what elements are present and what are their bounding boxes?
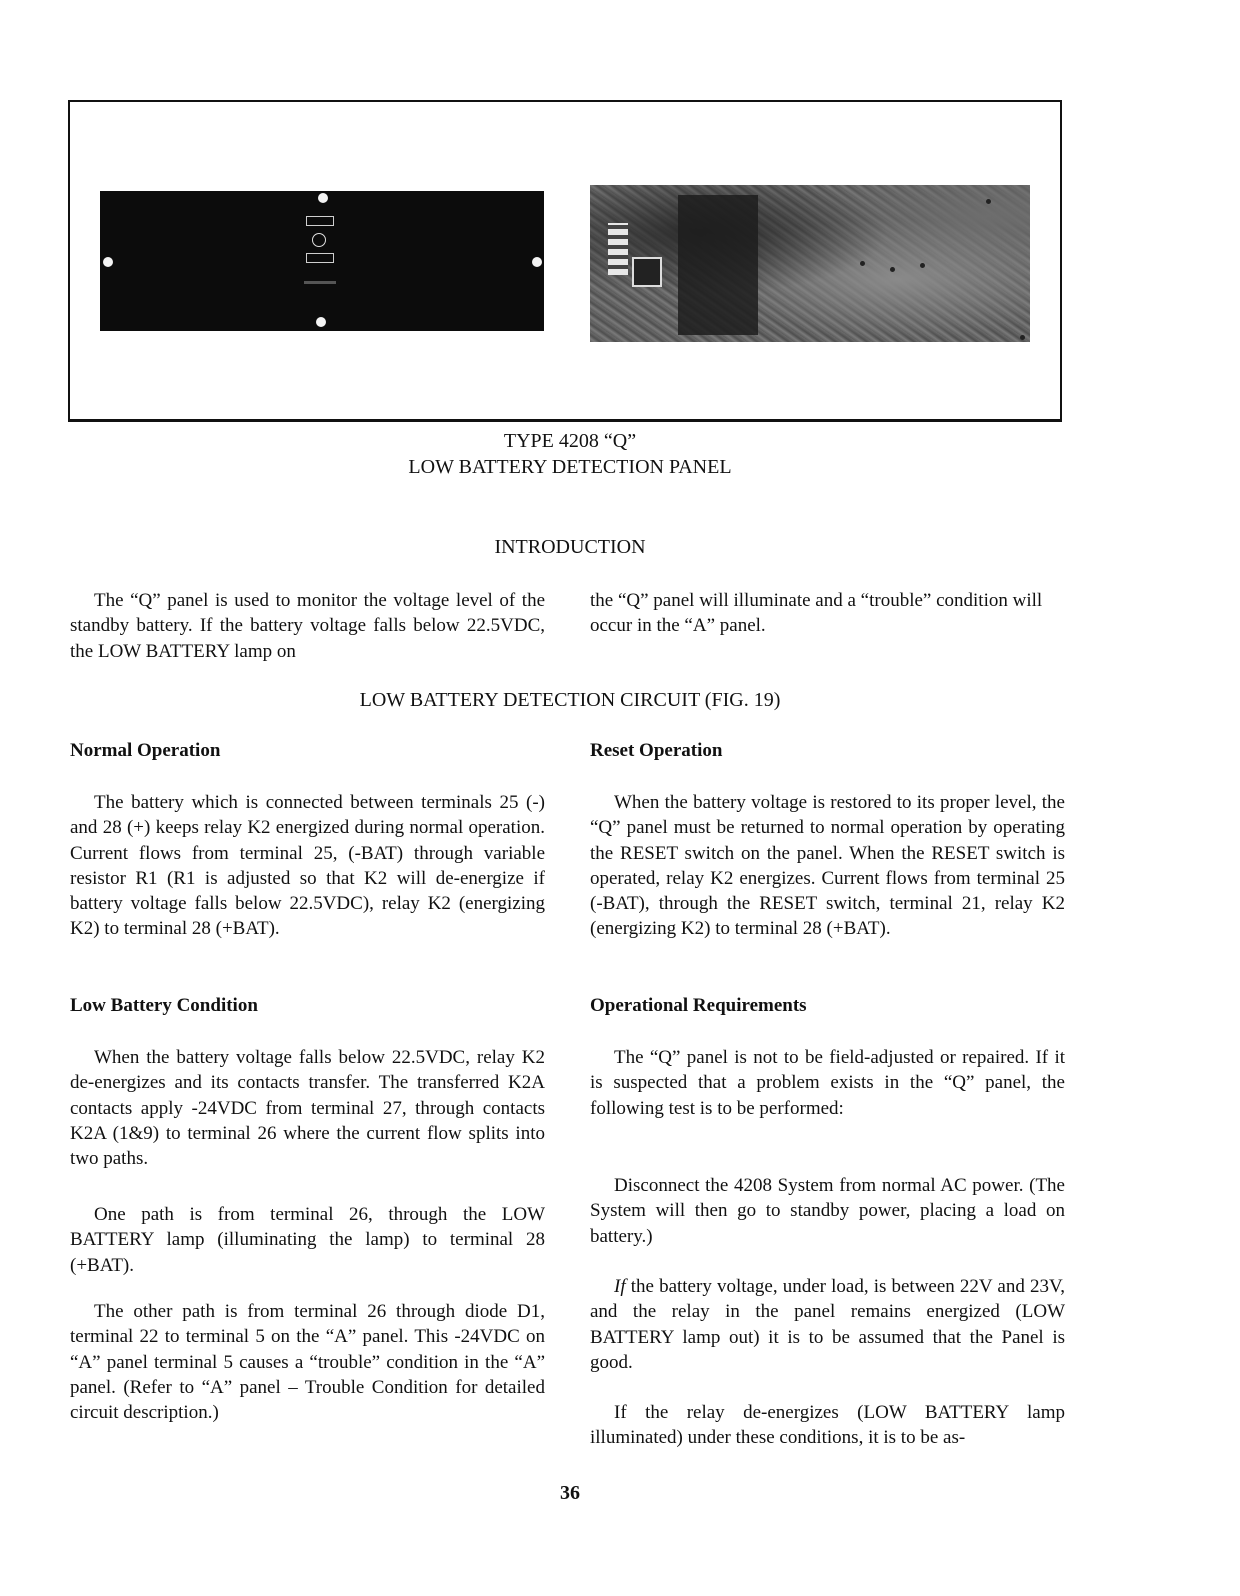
operational-requirements-para-2: Disconnect the 4208 System from normal AC power. (The System will then go to standby power, placing a load on battery.)	[590, 1175, 1065, 1247]
mounting-hole	[316, 317, 326, 327]
page-number: 36	[560, 1482, 580, 1504]
low-battery-section	[70, 1045, 545, 1171]
emphasis-if: If	[614, 1276, 626, 1297]
relay-component	[632, 257, 662, 287]
introduction-text-right: the “Q” panel will illuminate and a “trouble” condition will occur in the “A” panel.	[590, 590, 1043, 637]
solder-point	[1020, 335, 1025, 340]
board-component-area	[678, 195, 758, 335]
operational-requirements-section-2	[590, 1173, 1065, 1249]
operational-requirements-para-1: The “Q” panel is not to be field-adjusted or repaired. If it is suspected that a problem exists in the “Q” panel, the following test is to be performed:	[590, 1047, 1065, 1119]
normal-operation-heading: Normal Operation	[70, 740, 221, 761]
circuit-board-photo	[590, 185, 1030, 342]
circuit-heading: LOW BATTERY DETECTION CIRCUIT (FIG. 19)	[359, 689, 781, 711]
front-panel-photo	[100, 191, 544, 331]
normal-operation-section	[70, 790, 545, 942]
low-battery-para-3: The other path is from terminal 26 through diode D1, terminal 22 to terminal 5 on the “A” panel. This -24VDC on “A” panel terminal 5 causes a “trouble” condition in the “A” panel. (Refer to “A” panel – Trouble Condition for detailed circuit description.)	[70, 1301, 545, 1424]
mounting-hole	[318, 193, 328, 203]
low-battery-para-2: One path is from terminal 26, through the LOW BATTERY lamp (illuminating the lamp) to terminal 28 (+BAT).	[70, 1204, 545, 1276]
figure-caption	[0, 428, 1140, 480]
lamp-window	[306, 253, 334, 263]
terminal-strip	[608, 223, 628, 275]
solder-point	[860, 261, 865, 266]
introduction-left-column	[70, 588, 545, 664]
operational-requirements-para-4: If the relay de-energizes (LOW BATTERY lamp illuminated) under these conditions, it is to be as-	[590, 1402, 1065, 1449]
reset-operation-section	[590, 790, 1065, 942]
mounting-hole	[103, 257, 113, 267]
caption-line-1: TYPE 4208 “Q”	[503, 430, 637, 452]
low-battery-para-1: When the battery voltage falls below 22.5VDC, relay K2 de-energizes and its contacts transfer. The transferred K2A contacts apply -24VDC from terminal 27, through contacts K2A (1&9) to terminal 26 where the current flow splits into two paths.	[70, 1047, 545, 1170]
operational-requirements-section	[590, 1045, 1065, 1121]
operational-requirements-para-3	[590, 1274, 1065, 1375]
low-battery-section-3	[70, 1299, 545, 1425]
introduction-text-left: The “Q” panel is used to monitor the voltage level of the standby battery. If the battery voltage falls below 22.5VDC, the LOW BATTERY lamp on	[70, 590, 545, 662]
operational-requirements-para-3-text: the battery voltage, under load, is between 22V and 23V, and the relay in the panel remains energized (LOW BATTERY lamp out) it is to be assumed that the Panel is good.	[590, 1276, 1065, 1373]
operational-requirements-section-3	[590, 1274, 1065, 1375]
solder-point	[890, 267, 895, 272]
figure-frame	[68, 100, 1062, 422]
solder-point	[986, 199, 991, 204]
reset-operation-text: When the battery voltage is restored to its proper level, the “Q” panel must be returned to normal operation by operating the RESET switch on the panel. When the RESET switch is operated, relay K2 energizes. Current flows from terminal 25 (-BAT), through the RESET switch, terminal 21, relay K2 (energizing K2) to terminal 28 (+BAT).	[590, 792, 1065, 940]
operational-requirements-section-4	[590, 1400, 1065, 1451]
low-battery-heading: Low Battery Condition	[70, 995, 258, 1016]
operational-requirements-heading: Operational Requirements	[590, 995, 807, 1016]
solder-point	[920, 263, 925, 268]
lamp-window	[306, 216, 334, 226]
mounting-hole	[532, 257, 542, 267]
introduction-right-column	[590, 588, 1065, 639]
reset-operation-heading: Reset Operation	[590, 740, 723, 761]
introduction-heading: INTRODUCTION	[494, 536, 646, 558]
caption-line-2: LOW BATTERY DETECTION PANEL	[408, 456, 732, 478]
reset-switch-icon	[312, 233, 326, 247]
normal-operation-text: The battery which is connected between terminals 25 (-) and 28 (+) keeps relay K2 energized during normal operation. Current flows from terminal 25, (-BAT) through variable resistor R1 (R1 is adjusted so that K2 will de-energize if battery voltage falls below 22.5VDC), relay K2 (energizing K2) to terminal 28 (+BAT).	[70, 792, 545, 940]
low-battery-section-2	[70, 1202, 545, 1278]
panel-label-plate	[304, 281, 336, 284]
